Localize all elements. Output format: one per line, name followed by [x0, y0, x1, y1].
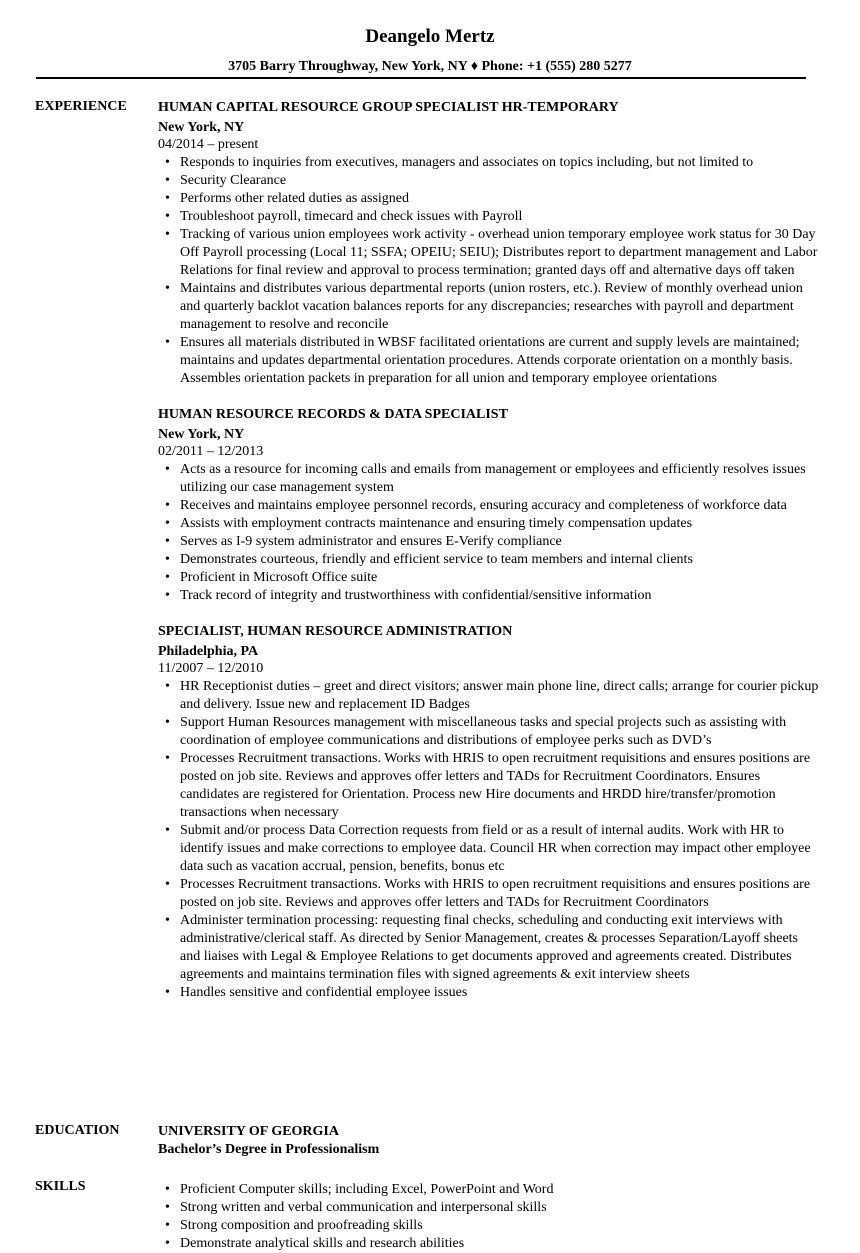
bullet-item: • Support Human Resources management with miscellaneous tasks and special projects such as assisting with coordination of employee communications and distributions of employee perks such as DVD’s	[158, 714, 820, 750]
bullet-item: • Tracking of various union employees work activity - overhead union temporary employee work status for 30 Day Off Payroll processing (Local 11; SSFA; OPEIU; SEIU); Distributes report to department management and Labor Relations for final review and approval to process termination; granted days off and alternative days off taken	[158, 226, 820, 280]
bullet-item: • Handles sensitive and confidential employee issues	[158, 984, 820, 1002]
job-location: New York, NY	[158, 427, 245, 442]
job-title: SPECIALIST, HUMAN RESOURCE ADMINISTRATION	[158, 624, 513, 639]
skill-item: • Strong written and verbal communication and interpersonal skills	[158, 1199, 820, 1217]
skills-list	[158, 1181, 818, 1253]
bullet-item: • Receives and maintains employee personnel records, ensuring accuracy and completeness of workforce data	[158, 497, 820, 515]
skill-item: • Strong composition and proofreading skills	[158, 1217, 820, 1235]
section-label-experience: EXPERIENCE	[35, 99, 127, 114]
bullet-item: • Troubleshoot payroll, timecard and check issues with Payroll	[158, 208, 820, 226]
job-entry	[158, 99, 818, 388]
bullet-item: • Administer termination processing: requesting final checks, scheduling and conducting exit interviews with administrative/clerical staff. As directed by Senior Management, creates & processes Separation/Layoff sheets and liaises with Legal & Employee Relations to get documents approved and agreements created. Distributes agreements and maintains termination files with signed agreements & exit interview sheets	[158, 912, 820, 984]
job-list	[158, 99, 818, 1020]
section-label-education: EDUCATION	[35, 1123, 120, 1138]
contact-info: 3705 Barry Throughway, New York, NY ♦ Phone: +1 (555) 280 5277	[228, 59, 632, 74]
bullet-item: • Assists with employment contracts maintenance and ensuring timely compensation updates	[158, 515, 820, 533]
bullet-item: • Track record of integrity and trustworthiness with confidential/sensitive information	[158, 587, 820, 605]
bullet-item: • Proficient in Microsoft Office suite	[158, 569, 820, 587]
school-name: UNIVERSITY OF GEORGIA	[158, 1124, 339, 1139]
job-title: HUMAN CAPITAL RESOURCE GROUP SPECIALIST HR-TEMPORARY	[158, 100, 619, 115]
skill-item: • Proficient Computer skills; including Excel, PowerPoint and Word	[158, 1181, 820, 1199]
bullet-item: • Submit and/or process Data Correction requests from field or as a result of internal audits. Work with HR to identify issues and make corrections to employee data. Council HR when correction may impact other employee data such as vacation accrual, pension, benefits, bonus etc	[158, 822, 820, 876]
section-label-skills: SKILLS	[35, 1179, 86, 1194]
education-entry	[158, 1123, 818, 1159]
bullet-item: • Serves as I-9 system administrator and ensures E-Verify compliance	[158, 533, 820, 551]
bullet-item: • Security Clearance	[158, 172, 820, 190]
job-bullets	[158, 678, 818, 1002]
bullet-item: • Acts as a resource for incoming calls and emails from management or employees and efficiently resolves issues utilizing our case management system	[158, 461, 820, 497]
bullet-item: • Demonstrates courteous, friendly and efficient service to team members and internal clients	[158, 551, 820, 569]
job-location: New York, NY	[158, 120, 245, 135]
bullet-item: • Maintains and distributes various departmental reports (union rosters, etc.). Review of monthly overhead union and quarterly backlot vacation balances reports for any discrepancies; researches with payroll and department management to resolve and reconcile	[158, 280, 820, 334]
job-bullets	[158, 154, 818, 388]
header-divider	[36, 77, 806, 79]
job-dates: 02/2011 – 12/2013	[158, 444, 264, 459]
job-title: HUMAN RESOURCE RECORDS & DATA SPECIALIST	[158, 407, 508, 422]
skills-entry	[158, 1179, 818, 1253]
job-location: Philadelphia, PA	[158, 644, 259, 659]
skill-item: • Demonstrate analytical skills and research abilities	[158, 1235, 820, 1253]
bullet-item: • Processes Recruitment transactions. Works with HRIS to open recruitment requisitions and ensures positions are posted on job site. Reviews and approves offer letters and TADs for Recruitment Coordinators	[158, 876, 820, 912]
bullet-item: • Performs other related duties as assigned	[158, 190, 820, 208]
bullet-item: • Ensures all materials distributed in WBSF facilitated orientations are current and supply levels are maintained; maintains and updates departmental orientation procedures. Attends corporate orientation on a monthly basis. Assembles orientation packets in preparation for all union and temporary employee orientations	[158, 334, 820, 388]
job-bullets	[158, 461, 818, 605]
bullet-item: • Responds to inquiries from executives, managers and associates on topics including, but not limited to	[158, 154, 820, 172]
bullet-item: • Processes Recruitment transactions. Works with HRIS to open recruitment requisitions and ensures positions are posted on job site. Reviews and approves offer letters and TADs for Recruitment Coordinators. Ensures candidates are registered for Orientation. Process new Hire documents and HRDD hire/transfer/promotion transactions when necessary	[158, 750, 820, 822]
job-entry	[158, 623, 818, 1002]
candidate-name: Deangelo Mertz	[365, 26, 495, 47]
bullet-item: • HR Receptionist duties – greet and direct visitors; answer main phone line, direct calls; arrange for courier pickup and delivery. Issue new and replacement ID Badges	[158, 678, 820, 714]
job-entry	[158, 406, 818, 605]
job-dates: 04/2014 – present	[158, 137, 259, 152]
degree: Bachelor’s Degree in Professionalism	[158, 1142, 380, 1157]
job-dates: 11/2007 – 12/2010	[158, 661, 264, 676]
